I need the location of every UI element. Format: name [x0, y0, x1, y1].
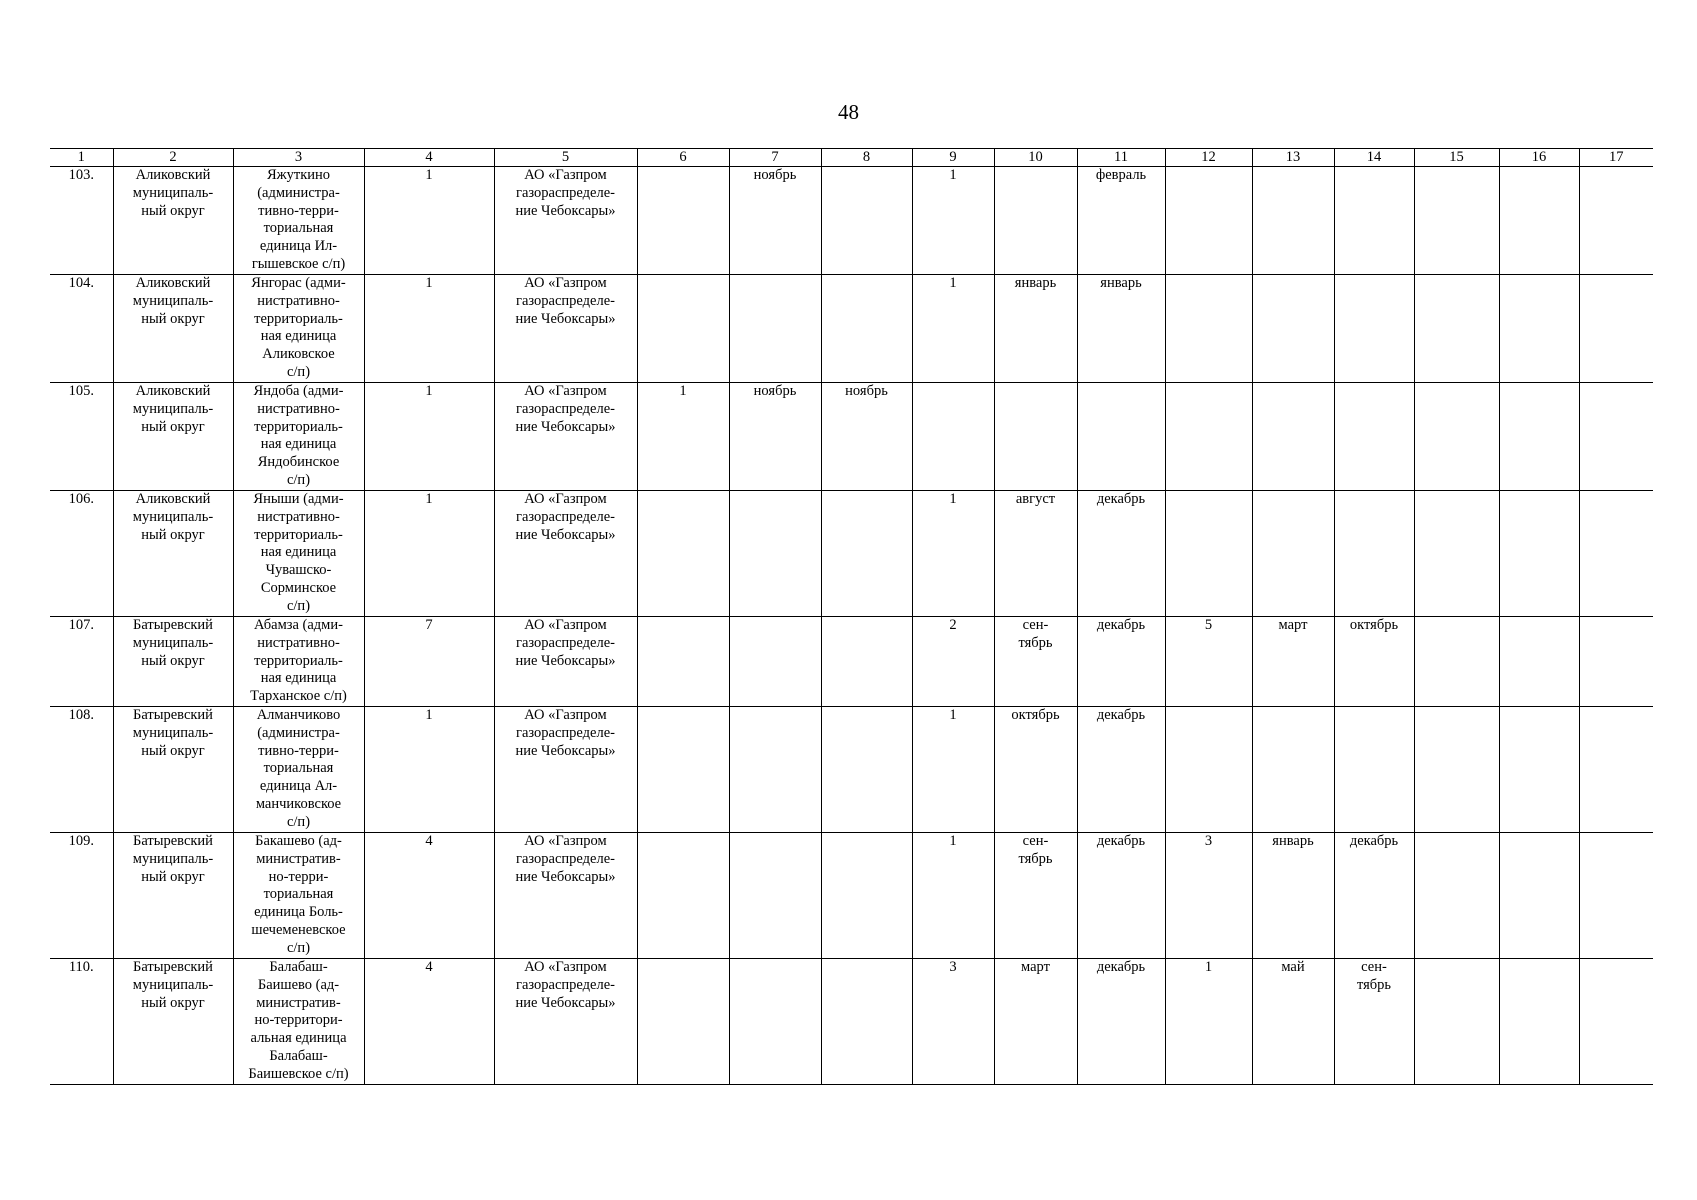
cell-col-11: декабрь — [1077, 707, 1165, 833]
cell-col-8 — [821, 617, 912, 707]
column-header-2: 2 — [113, 149, 233, 167]
cell-col-8 — [821, 833, 912, 959]
cell-col-14: декабрь — [1334, 833, 1414, 959]
cell-col-2: Батыревский муниципаль- ный округ — [113, 707, 233, 833]
cell-col-12 — [1165, 167, 1252, 275]
cell-col-12: 1 — [1165, 959, 1252, 1085]
cell-col-7 — [729, 275, 821, 383]
column-header-4: 4 — [364, 149, 494, 167]
cell-col-14 — [1334, 275, 1414, 383]
table-row — [50, 491, 1653, 617]
cell-col-2: Аликовский муниципаль- ный округ — [113, 383, 233, 491]
cell-col-3: Балабаш- Баишево (ад- министратив- но-территори- альная единица Балабаш- Баишевское с/п) — [233, 959, 364, 1085]
cell-col-2: Аликовский муниципаль- ный округ — [113, 275, 233, 383]
cell-col-14 — [1334, 707, 1414, 833]
cell-col-11: декабрь — [1077, 959, 1165, 1085]
cell-col-6: 1 — [637, 383, 729, 491]
table-row — [50, 707, 1653, 833]
cell-col-1: 104. — [50, 275, 113, 383]
cell-col-15 — [1414, 383, 1499, 491]
cell-col-15 — [1414, 707, 1499, 833]
cell-col-1: 108. — [50, 707, 113, 833]
cell-col-12 — [1165, 275, 1252, 383]
cell-col-17 — [1579, 959, 1653, 1085]
cell-col-17 — [1579, 383, 1653, 491]
cell-col-13 — [1252, 383, 1334, 491]
column-header-14: 14 — [1334, 149, 1414, 167]
cell-col-16 — [1499, 707, 1579, 833]
column-header-7: 7 — [729, 149, 821, 167]
cell-col-9: 1 — [912, 167, 994, 275]
column-header-3: 3 — [233, 149, 364, 167]
cell-col-8 — [821, 491, 912, 617]
cell-col-13: май — [1252, 959, 1334, 1085]
cell-col-7 — [729, 707, 821, 833]
column-header-17: 17 — [1579, 149, 1653, 167]
cell-col-4: 4 — [364, 959, 494, 1085]
cell-col-4: 4 — [364, 833, 494, 959]
cell-col-5: АО «Газпром газораспределе- ние Чебоксары» — [494, 833, 637, 959]
cell-col-6 — [637, 491, 729, 617]
cell-col-9: 3 — [912, 959, 994, 1085]
cell-col-7 — [729, 959, 821, 1085]
cell-col-14 — [1334, 491, 1414, 617]
cell-col-15 — [1414, 617, 1499, 707]
cell-col-9: 1 — [912, 491, 994, 617]
cell-col-3: Яндоба (адми- нистративно- территориаль- ная единица Яндобинское с/п) — [233, 383, 364, 491]
cell-col-3: Яныши (адми- нистративно- территориаль- ная единица Чувашско- Сорминское с/п) — [233, 491, 364, 617]
cell-col-16 — [1499, 491, 1579, 617]
cell-col-16 — [1499, 383, 1579, 491]
cell-col-13 — [1252, 707, 1334, 833]
cell-col-3: Абамза (адми- нистративно- территориаль- ная единица Тарханское с/п) — [233, 617, 364, 707]
cell-col-11: декабрь — [1077, 617, 1165, 707]
cell-col-9: 1 — [912, 833, 994, 959]
cell-col-7 — [729, 491, 821, 617]
cell-col-17 — [1579, 833, 1653, 959]
cell-col-1: 103. — [50, 167, 113, 275]
cell-col-13 — [1252, 275, 1334, 383]
cell-col-8: ноябрь — [821, 383, 912, 491]
column-header-15: 15 — [1414, 149, 1499, 167]
cell-col-14 — [1334, 383, 1414, 491]
cell-col-7: ноябрь — [729, 167, 821, 275]
cell-col-1: 110. — [50, 959, 113, 1085]
cell-col-6 — [637, 167, 729, 275]
cell-col-7 — [729, 833, 821, 959]
cell-col-9: 1 — [912, 707, 994, 833]
cell-col-5: АО «Газпром газораспределе- ние Чебоксары» — [494, 959, 637, 1085]
cell-col-16 — [1499, 833, 1579, 959]
cell-col-4: 1 — [364, 167, 494, 275]
table-row — [50, 959, 1653, 1085]
cell-col-10: сен- тябрь — [994, 617, 1077, 707]
cell-col-1: 109. — [50, 833, 113, 959]
cell-col-2: Аликовский муниципаль- ный округ — [113, 491, 233, 617]
cell-col-6 — [637, 833, 729, 959]
cell-col-1: 105. — [50, 383, 113, 491]
cell-col-13: март — [1252, 617, 1334, 707]
cell-col-8 — [821, 707, 912, 833]
schedule-table — [50, 148, 1653, 1085]
cell-col-10: март — [994, 959, 1077, 1085]
cell-col-12 — [1165, 383, 1252, 491]
cell-col-13 — [1252, 167, 1334, 275]
cell-col-10: октябрь — [994, 707, 1077, 833]
cell-col-14: октябрь — [1334, 617, 1414, 707]
cell-col-2: Батыревский муниципаль- ный округ — [113, 617, 233, 707]
column-header-13: 13 — [1252, 149, 1334, 167]
cell-col-15 — [1414, 959, 1499, 1085]
cell-col-14: сен- тябрь — [1334, 959, 1414, 1085]
cell-col-11: февраль — [1077, 167, 1165, 275]
cell-col-12: 3 — [1165, 833, 1252, 959]
cell-col-11: январь — [1077, 275, 1165, 383]
cell-col-15 — [1414, 167, 1499, 275]
cell-col-17 — [1579, 617, 1653, 707]
cell-col-7 — [729, 617, 821, 707]
cell-col-17 — [1579, 275, 1653, 383]
cell-col-6 — [637, 275, 729, 383]
cell-col-16 — [1499, 617, 1579, 707]
column-header-10: 10 — [994, 149, 1077, 167]
cell-col-16 — [1499, 959, 1579, 1085]
cell-col-1: 107. — [50, 617, 113, 707]
cell-col-11: декабрь — [1077, 491, 1165, 617]
cell-col-6 — [637, 959, 729, 1085]
cell-col-4: 1 — [364, 491, 494, 617]
page-number: 48 — [838, 100, 859, 124]
cell-col-2: Аликовский муниципаль- ный округ — [113, 167, 233, 275]
column-header-5: 5 — [494, 149, 637, 167]
cell-col-4: 7 — [364, 617, 494, 707]
column-header-12: 12 — [1165, 149, 1252, 167]
cell-col-4: 1 — [364, 275, 494, 383]
cell-col-1: 106. — [50, 491, 113, 617]
cell-col-10 — [994, 383, 1077, 491]
table-row — [50, 167, 1653, 275]
cell-col-13 — [1252, 491, 1334, 617]
cell-col-9: 2 — [912, 617, 994, 707]
cell-col-6 — [637, 707, 729, 833]
cell-col-16 — [1499, 167, 1579, 275]
table-row — [50, 275, 1653, 383]
cell-col-3: Яжуткино (администра- тивно-терри- ториальная единица Ил- гышевское с/п) — [233, 167, 364, 275]
cell-col-14 — [1334, 167, 1414, 275]
table-row — [50, 617, 1653, 707]
cell-col-5: АО «Газпром газораспределе- ние Чебоксары» — [494, 491, 637, 617]
cell-col-4: 1 — [364, 383, 494, 491]
cell-col-10: январь — [994, 275, 1077, 383]
column-header-8: 8 — [821, 149, 912, 167]
cell-col-12: 5 — [1165, 617, 1252, 707]
cell-col-10: сен- тябрь — [994, 833, 1077, 959]
cell-col-11: декабрь — [1077, 833, 1165, 959]
cell-col-5: АО «Газпром газораспределе- ние Чебоксары» — [494, 167, 637, 275]
cell-col-5: АО «Газпром газораспределе- ние Чебоксары» — [494, 617, 637, 707]
cell-col-5: АО «Газпром газораспределе- ние Чебоксары» — [494, 383, 637, 491]
column-header-6: 6 — [637, 149, 729, 167]
cell-col-5: АО «Газпром газораспределе- ние Чебоксары» — [494, 275, 637, 383]
column-header-1: 1 — [50, 149, 113, 167]
cell-col-10 — [994, 167, 1077, 275]
header-row — [50, 149, 1653, 167]
cell-col-17 — [1579, 707, 1653, 833]
cell-col-6 — [637, 617, 729, 707]
cell-col-4: 1 — [364, 707, 494, 833]
cell-col-2: Батыревский муниципаль- ный округ — [113, 959, 233, 1085]
column-header-11: 11 — [1077, 149, 1165, 167]
cell-col-17 — [1579, 491, 1653, 617]
cell-col-15 — [1414, 275, 1499, 383]
column-header-16: 16 — [1499, 149, 1579, 167]
table-row — [50, 833, 1653, 959]
cell-col-12 — [1165, 491, 1252, 617]
cell-col-11 — [1077, 383, 1165, 491]
cell-col-9: 1 — [912, 275, 994, 383]
cell-col-9 — [912, 383, 994, 491]
cell-col-17 — [1579, 167, 1653, 275]
cell-col-15 — [1414, 833, 1499, 959]
cell-col-12 — [1165, 707, 1252, 833]
cell-col-8 — [821, 167, 912, 275]
cell-col-7: ноябрь — [729, 383, 821, 491]
cell-col-8 — [821, 275, 912, 383]
column-header-9: 9 — [912, 149, 994, 167]
cell-col-3: Янгорас (адми- нистративно- территориаль- ная единица Аликовское с/п) — [233, 275, 364, 383]
cell-col-3: Бакашево (ад- министратив- но-терри- ториальная единица Боль- шечеменевское с/п) — [233, 833, 364, 959]
cell-col-3: Алманчиково (администра- тивно-терри- ториальная единица Ал- манчиковское с/п) — [233, 707, 364, 833]
cell-col-13: январь — [1252, 833, 1334, 959]
cell-col-16 — [1499, 275, 1579, 383]
table-row — [50, 383, 1653, 491]
cell-col-5: АО «Газпром газораспределе- ние Чебоксары» — [494, 707, 637, 833]
cell-col-8 — [821, 959, 912, 1085]
cell-col-15 — [1414, 491, 1499, 617]
cell-col-10: август — [994, 491, 1077, 617]
cell-col-2: Батыревский муниципаль- ный округ — [113, 833, 233, 959]
